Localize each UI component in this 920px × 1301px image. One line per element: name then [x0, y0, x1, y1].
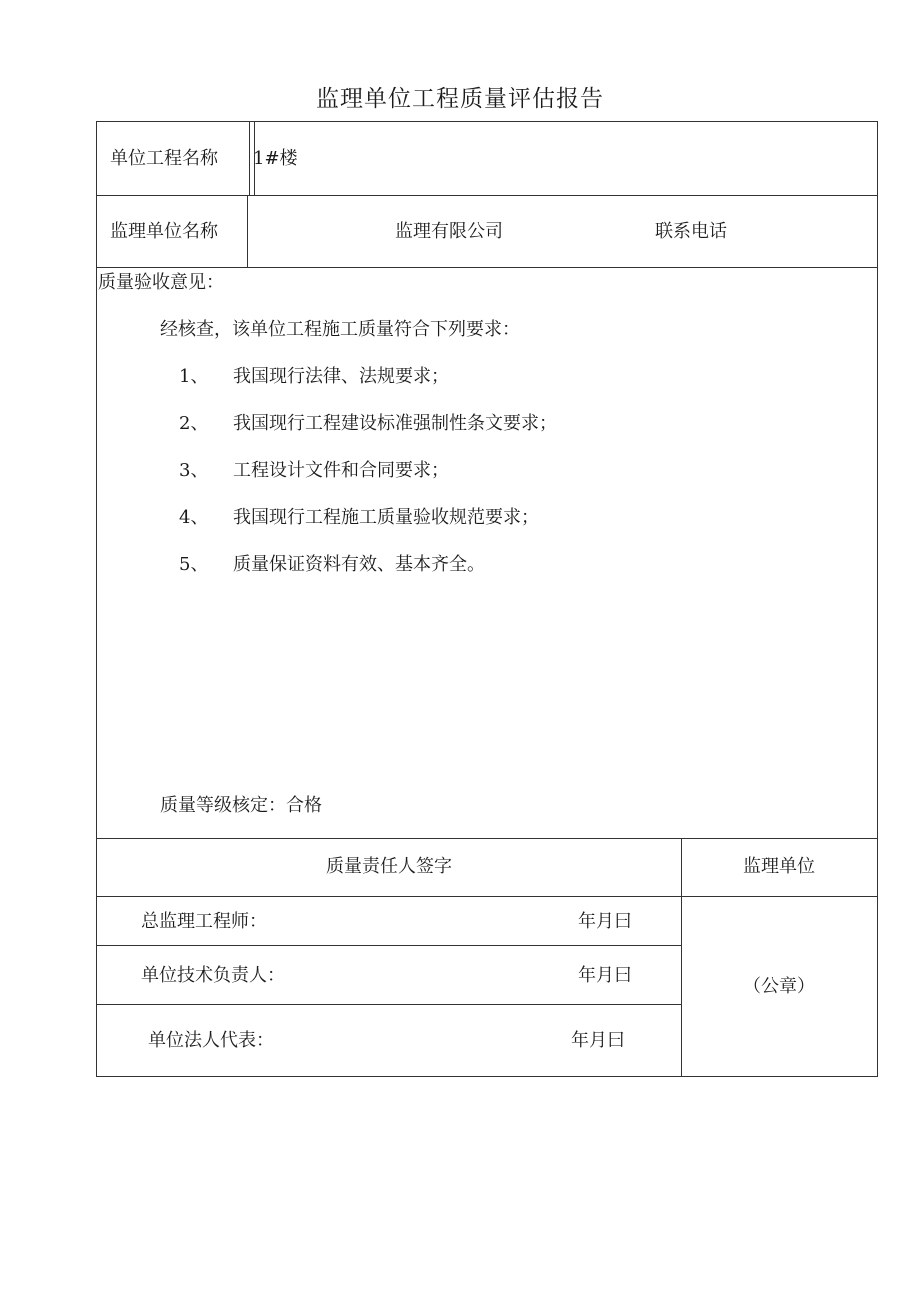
row-divider: [97, 896, 877, 897]
supervisor-name-label: 监理单位名称: [110, 221, 218, 242]
phone-label: 联系电话: [655, 221, 727, 242]
report-title: 监理单位工程质量评估报告: [316, 86, 604, 112]
requirement-number: 2、: [179, 413, 209, 434]
row-divider: [97, 838, 877, 839]
row-divider: [97, 945, 681, 946]
supervisor-name-value: 监理有限公司: [395, 221, 503, 242]
row-divider: [97, 1004, 681, 1005]
report-form: [96, 121, 878, 1077]
technical-lead-label: 单位技术负责人：: [141, 965, 285, 986]
requirement-number: 5、: [179, 554, 209, 575]
signature-date: 年月曰: [578, 911, 632, 932]
requirement-text: 我国现行工程建设标准强制性条文要求；: [233, 413, 557, 434]
opinion-heading: 质量验收意见：: [98, 272, 224, 293]
requirement-number: 4、: [179, 507, 209, 528]
requirement-text: 质量保证资料有效、基本齐全。: [233, 554, 485, 575]
signature-header: 质量责任人签字: [326, 856, 452, 877]
requirement-text: 工程设计文件和合同要求；: [233, 460, 449, 481]
signature-date: 年月曰: [571, 1030, 625, 1051]
col-divider: [247, 195, 248, 267]
col-divider: [249, 122, 250, 195]
legal-rep-label: 单位法人代表：: [148, 1030, 274, 1051]
official-seal: （公章）: [743, 976, 815, 997]
signature-date: 年月曰: [578, 965, 632, 986]
opinion-intro: 经核查，该单位工程施工质量符合下列要求：: [160, 319, 520, 340]
row-divider: [97, 195, 877, 196]
quality-grade: 质量等级核定：合格: [160, 795, 322, 816]
project-name-value: 1#楼: [253, 148, 298, 169]
requirement-text: 我国现行工程施工质量验收规范要求；: [233, 507, 539, 528]
requirement-number: 1、: [179, 366, 209, 387]
row-divider: [97, 267, 877, 268]
chief-engineer-label: 总监理工程师：: [141, 911, 267, 932]
requirement-number: 3、: [179, 460, 209, 481]
requirement-text: 我国现行法律、法规要求；: [233, 366, 449, 387]
supervisor-unit-header: 监理单位: [743, 856, 815, 877]
project-name-label: 单位工程名称: [110, 148, 218, 169]
